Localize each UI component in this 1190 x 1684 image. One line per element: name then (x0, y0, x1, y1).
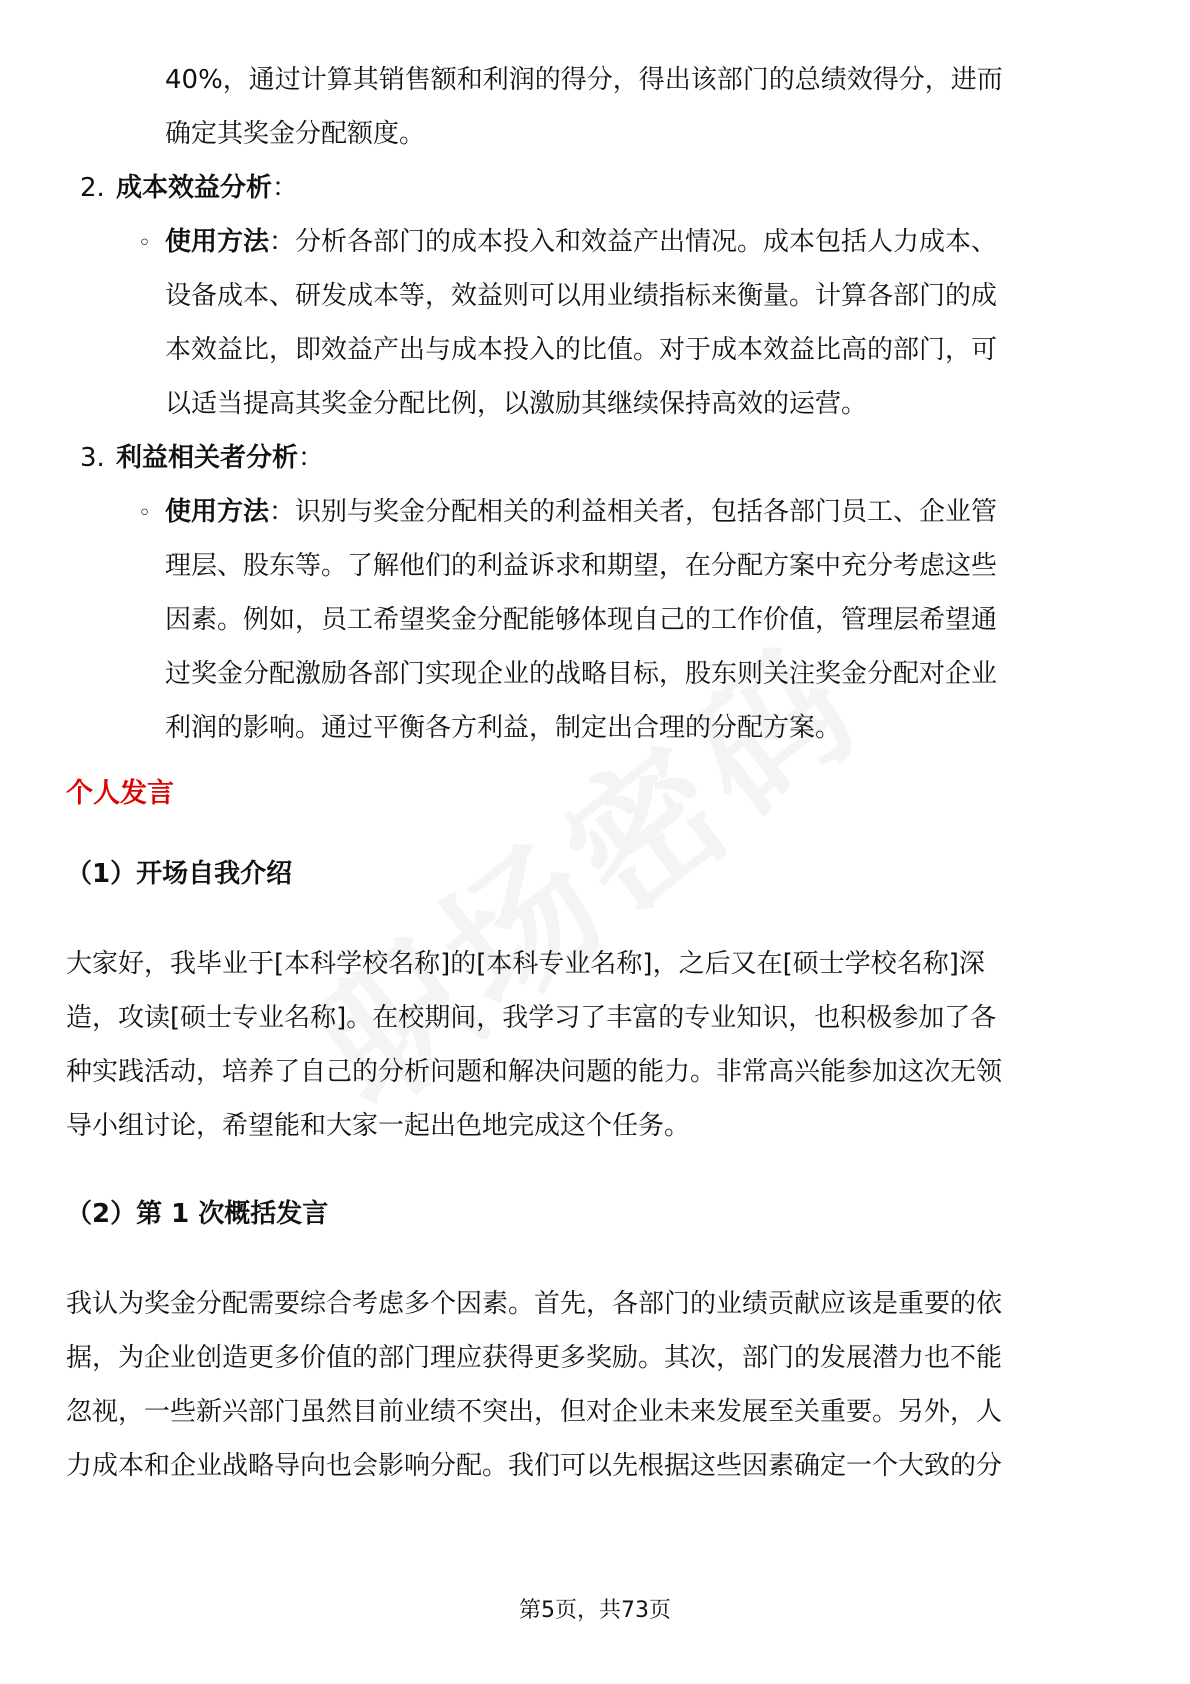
item-line (165, 224, 997, 260)
method-text: ：识别与奖金分配相关的利益相关者，包括各部门员工、企业管 (269, 497, 998, 527)
page-number: 第5页，共73页 (519, 1598, 671, 1623)
list-item-title (116, 440, 324, 476)
item-title-colon: ： (298, 443, 325, 473)
list-number: 3. (80, 443, 105, 473)
item-line: 因素。例如，员工希望奖金分配能够体现自己的工作价值，管理层希望通 (165, 605, 998, 635)
bullet-icon: ◦ (138, 231, 151, 256)
list-number: 2. (80, 173, 105, 203)
section-title: 个人发言 (66, 778, 174, 809)
item-title-text: 利益相关者分析 (116, 443, 299, 473)
intro-line: 确定其奖金分配额度。 (165, 119, 426, 149)
paragraph-line: 我认为奖金分配需要综合考虑多个因素。首先，各部门的业绩贡献应该是重要的依 (66, 1289, 1003, 1319)
item-line: 过奖金分配激励各部门实现企业的战略目标，股东则关注奖金分配对企业 (165, 659, 998, 689)
paragraph-line: 忽视，一些新兴部门虽然目前业绩不突出，但对企业未来发展至关重要。另外，人 (66, 1397, 1003, 1427)
item-line: 理层、股东等。了解他们的利益诉求和期望，在分配方案中充分考虑这些 (165, 551, 998, 581)
item-title-text: 成本效益分析 (116, 173, 273, 203)
paragraph-line: 大家好，我毕业于[本科学校名称]的[本科专业名称]，之后又在[硕士学校名称]深 (66, 949, 985, 979)
item-line: 本效益比，即效益产出与成本投入的比值。对于成本效益比高的部门，可 (165, 335, 998, 365)
item-line: 设备成本、研发成本等，效益则可以用业绩指标来衡量。计算各部门的成 (165, 281, 998, 311)
paragraph-line: 种实践活动，培养了自己的分析问题和解决问题的能力。非常高兴能参加这次无领 (66, 1057, 1003, 1087)
paragraph-line: 力成本和企业战略导向也会影响分配。我们可以先根据这些因素确定一个大致的分 (66, 1451, 1003, 1481)
subsection-title: （2）第 1 次概括发言 (66, 1199, 329, 1229)
item-title-colon: ： (272, 173, 299, 203)
subsection-title: （1）开场自我介绍 (66, 859, 293, 889)
item-line (165, 494, 997, 530)
paragraph-line: 导小组讨论，希望能和大家一起出色地完成这个任务。 (66, 1111, 691, 1141)
paragraph-line: 造，攻读[硕士专业名称]。在校期间，我学习了丰富的专业知识，也积极参加了各 (66, 1003, 997, 1033)
intro-line: 40%，通过计算其销售额和利润的得分，得出该部门的总绩效得分，进而 (165, 65, 1003, 95)
paragraph-line: 据，为企业创造更多价值的部门理应获得更多奖励。其次，部门的发展潜力也不能 (66, 1343, 1003, 1373)
item-line: 以适当提高其奖金分配比例，以激励其继续保持高效的运营。 (165, 389, 868, 419)
method-label: 使用方法 (165, 497, 270, 527)
method-text: ：分析各部门的成本投入和效益产出情况。成本包括人力成本、 (269, 227, 998, 257)
item-line: 利润的影响。通过平衡各方利益，制定出合理的分配方案。 (165, 713, 842, 743)
method-label: 使用方法 (165, 227, 270, 257)
list-item-title (116, 170, 298, 206)
bullet-icon: ◦ (138, 501, 151, 526)
